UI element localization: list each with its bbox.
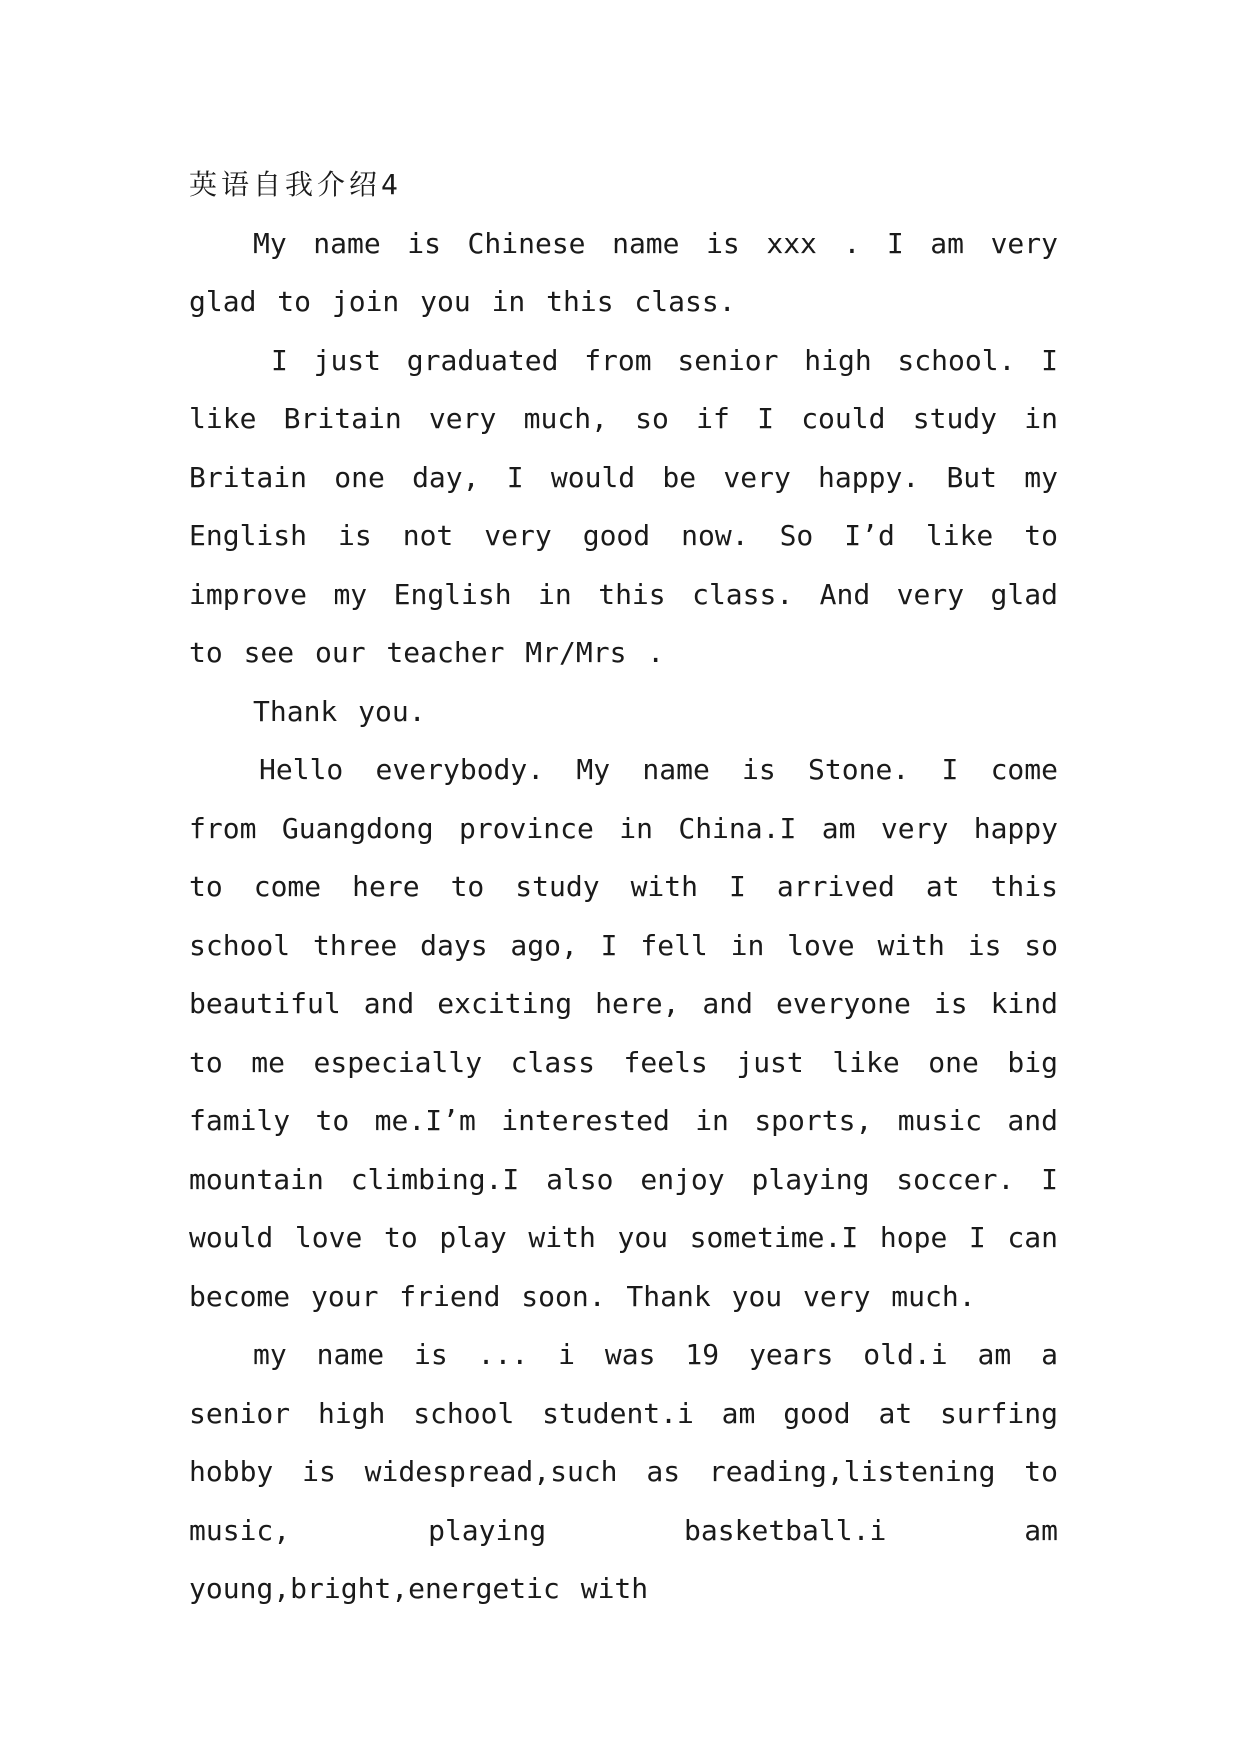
paragraph-thanks: Thank you. <box>253 694 426 728</box>
paragraph-stone: Hello everybody. My name is Stone. I come from Guangdong province in China.I am very happy to come here to study with I arrived at this school three days ago, I fell in love with is so beautiful and exciting here, and everyone is kind to me especially class feels just like one big family to me.I’m interested in sports, music and mountain climbing.I also enjoy playing soccer. I would love to play with you sometime.I hope I can become your friend soon. Thank you very much. <box>189 753 1058 1313</box>
paragraph-senior: my name is ... i was 19 years old.i am a senior high school student.i am good at surfing hobby is widespread,such as reading,listening to music, playing basketball.i am young,bright,energetic with <box>189 1338 1058 1605</box>
paragraph-intro: My name is Chinese name is xxx . I am very glad to join you in this class. <box>189 226 1058 318</box>
document-title: 英语自我介绍4 <box>189 168 402 201</box>
document-body <box>189 156 1058 1619</box>
paragraph-graduated: I just graduated from senior high school. I like Britain very much, so if I could study in Britain one day, I would be very happy. But my English is not very good now. So I’d like to improve my English in this class. And very glad to see our teacher Mr/Mrs . <box>189 343 1058 669</box>
